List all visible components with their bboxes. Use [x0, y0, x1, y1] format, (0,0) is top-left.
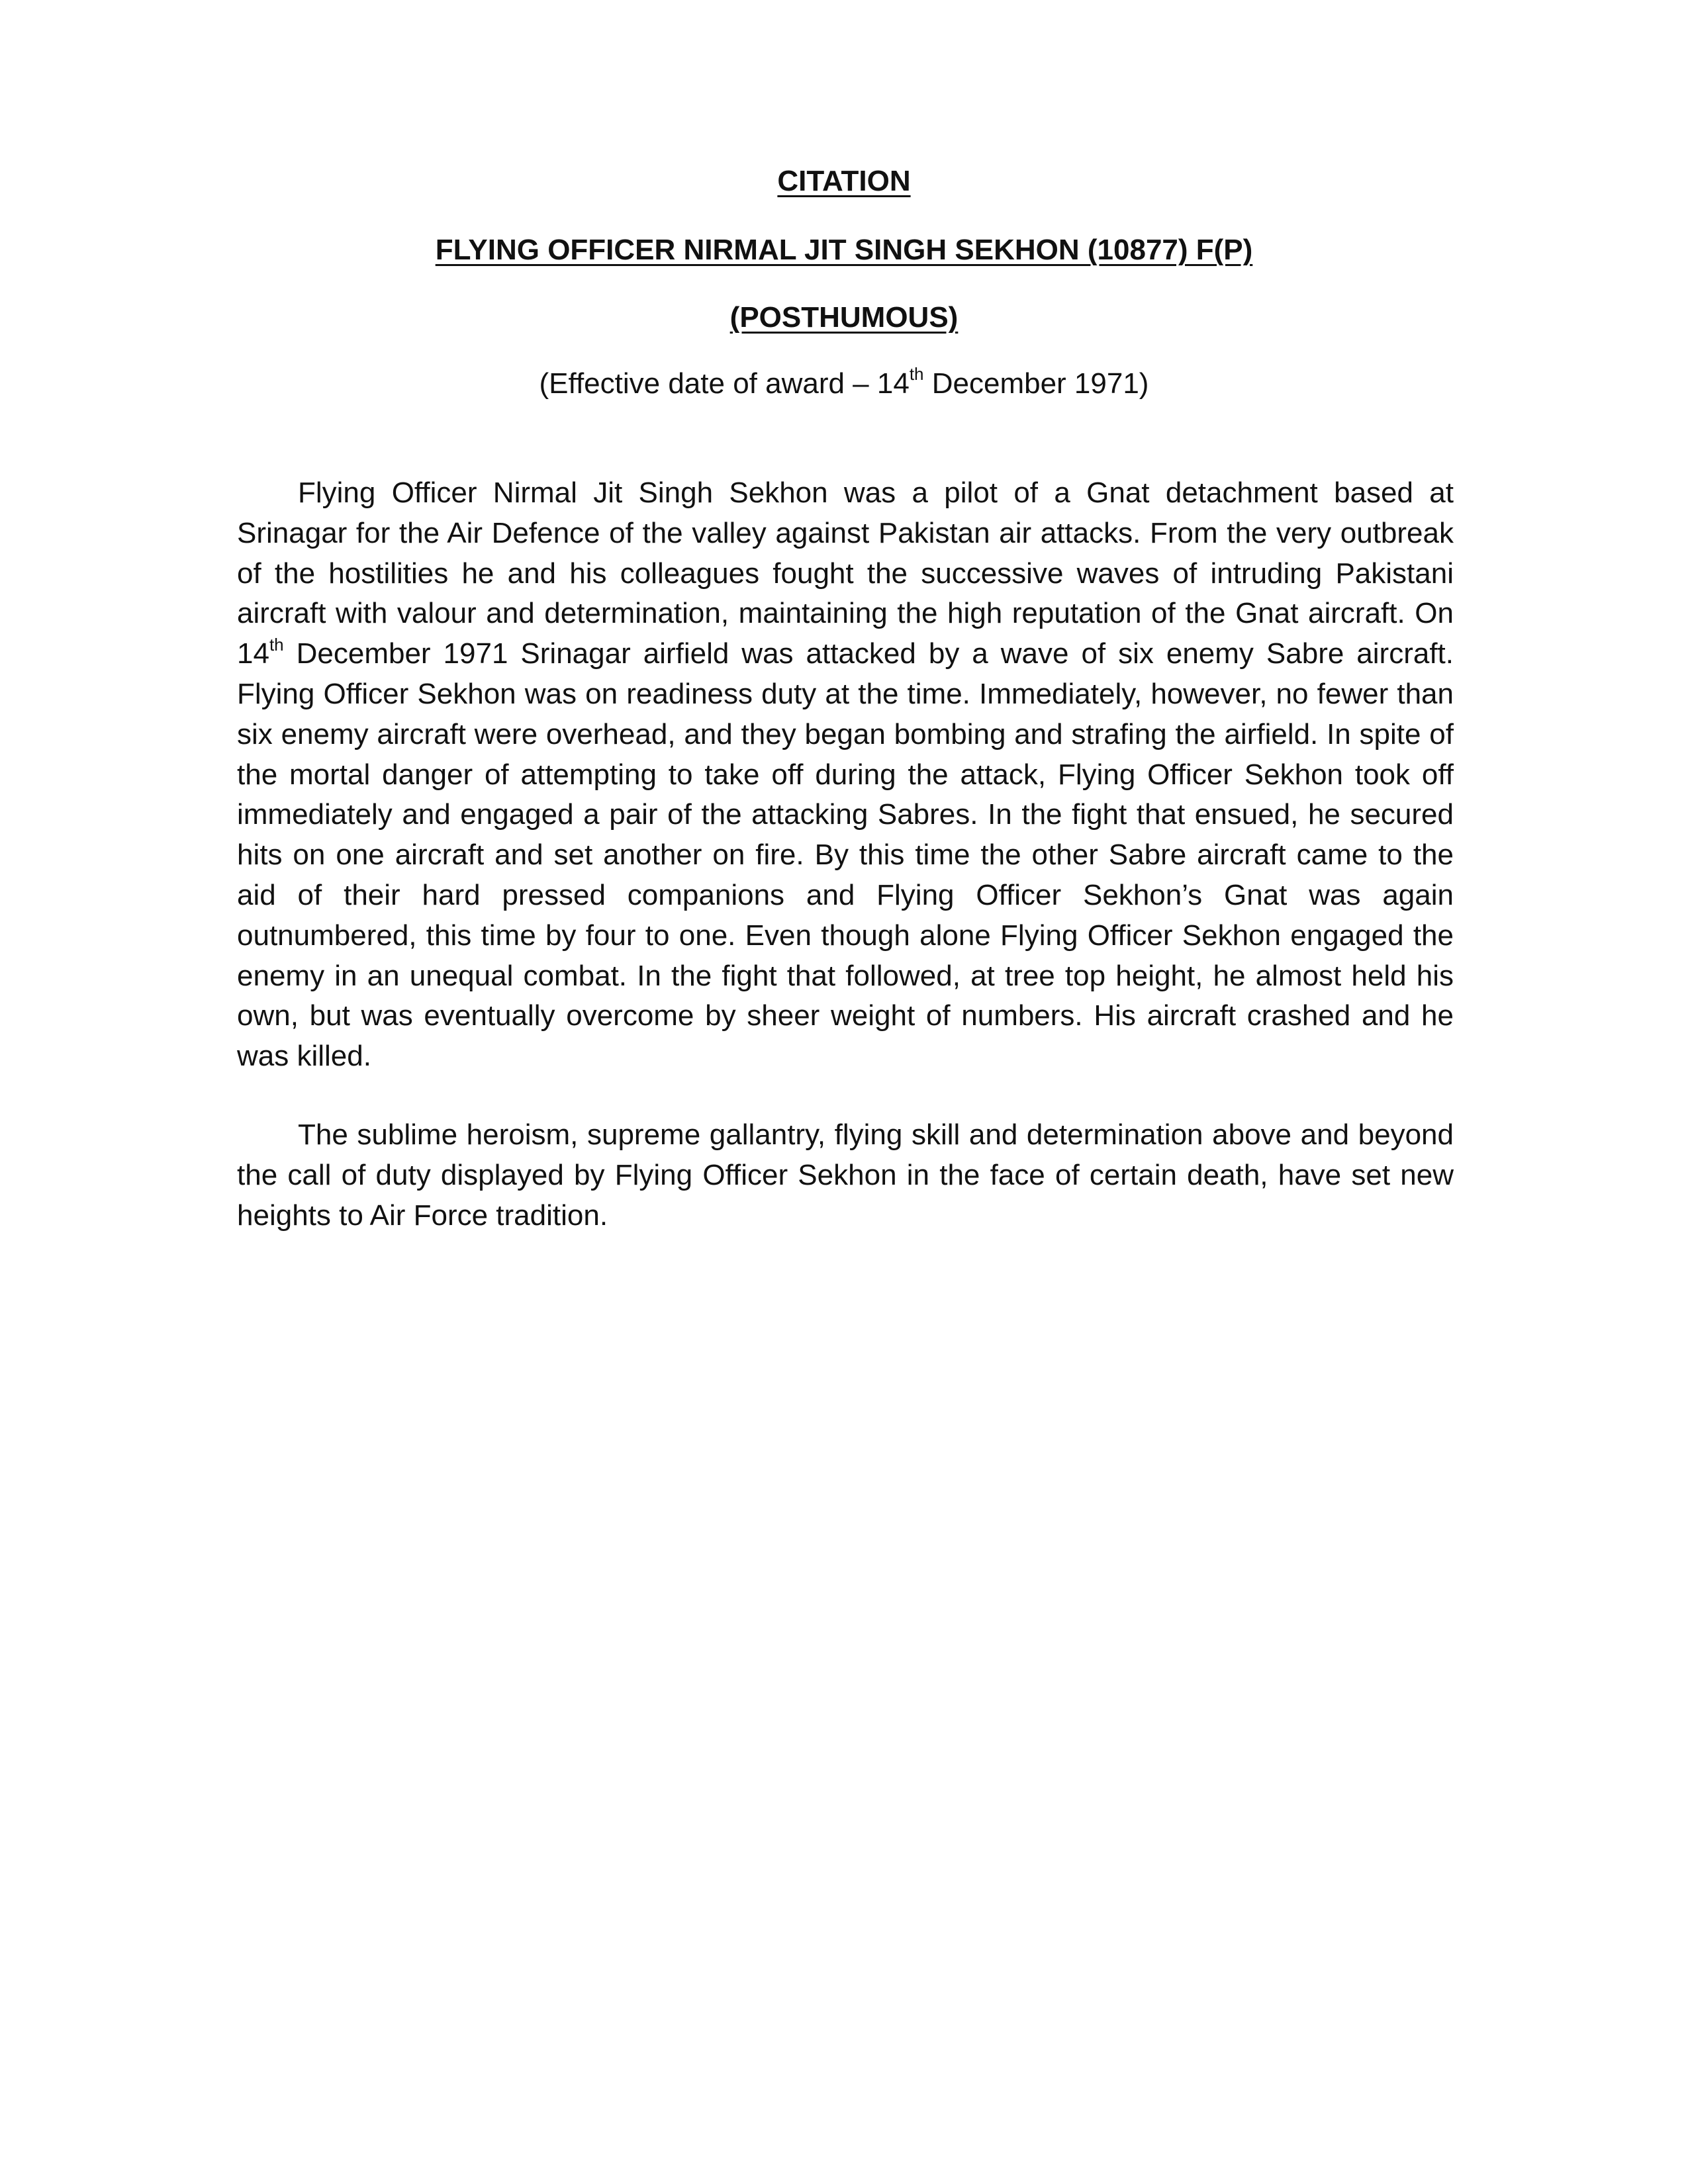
posthumous-heading: (POSTHUMOUS) — [729, 301, 959, 334]
effective-date-suffix: December 1971) — [923, 367, 1149, 400]
effective-date-ordinal: th — [909, 364, 924, 385]
recipient-name-heading: FLYING OFFICER NIRMAL JIT SINGH SEKHON (10877) F(P) — [435, 234, 1253, 266]
paragraph-1-part-a: Flying Officer Nirmal Jit Singh Sekhon was a pilot of a Gnat detachment based at Srinagar for the Air Defence of the valley against Pakistan air attacks. From the very outbreak of the hostilities he and his colleagues fought the successive waves of intruding Pakistani aircraft with valour and determination, maintaining the high reputation of the Gnat aircraft. On 14 — [237, 477, 1454, 670]
citation-paragraph-2: The sublime heroism, supreme gallantry, flying skill and determination above and beyond the call of duty displayed by Flying Officer Sekhon in the face of certain death, have set new heights to Air Force tradition. — [237, 1118, 1454, 1232]
paragraph-1-ordinal: th — [269, 634, 284, 655]
citation-title: CITATION — [777, 165, 911, 197]
citation-paragraph-1 — [237, 473, 1454, 1077]
effective-date-prefix: (Effective date of award – 14 — [539, 367, 910, 400]
effective-date-line — [0, 365, 1688, 402]
paragraph-1-part-b: December 1971 Srinagar airfield was attacked by a wave of six enemy Sabre aircraft. Flying Officer Sekhon was on readiness duty at the time. Immediately, however, no fewer than six enemy aircraft were overhead, and they began bombing and strafing the airfield. In spite of the mortal danger of attempting to take off during the attack, Flying Officer Sekhon took off immediately and engaged a pair of the attacking Sabres. In the fight that ensued, he secured hits on one aircraft and set another on fire. By this time the other Sabre aircraft came to the aid of their hard pressed companions and Flying Officer Sekhon’s Gnat was again outnumbered, this time by four to one. Even though alone Flying Officer Sekhon engaged the enemy in an unequal combat. In the fight that followed, at tree top height, he almost held his own, but was eventually overcome by sheer weight of numbers. His aircraft crashed and he was killed. — [237, 637, 1454, 1073]
